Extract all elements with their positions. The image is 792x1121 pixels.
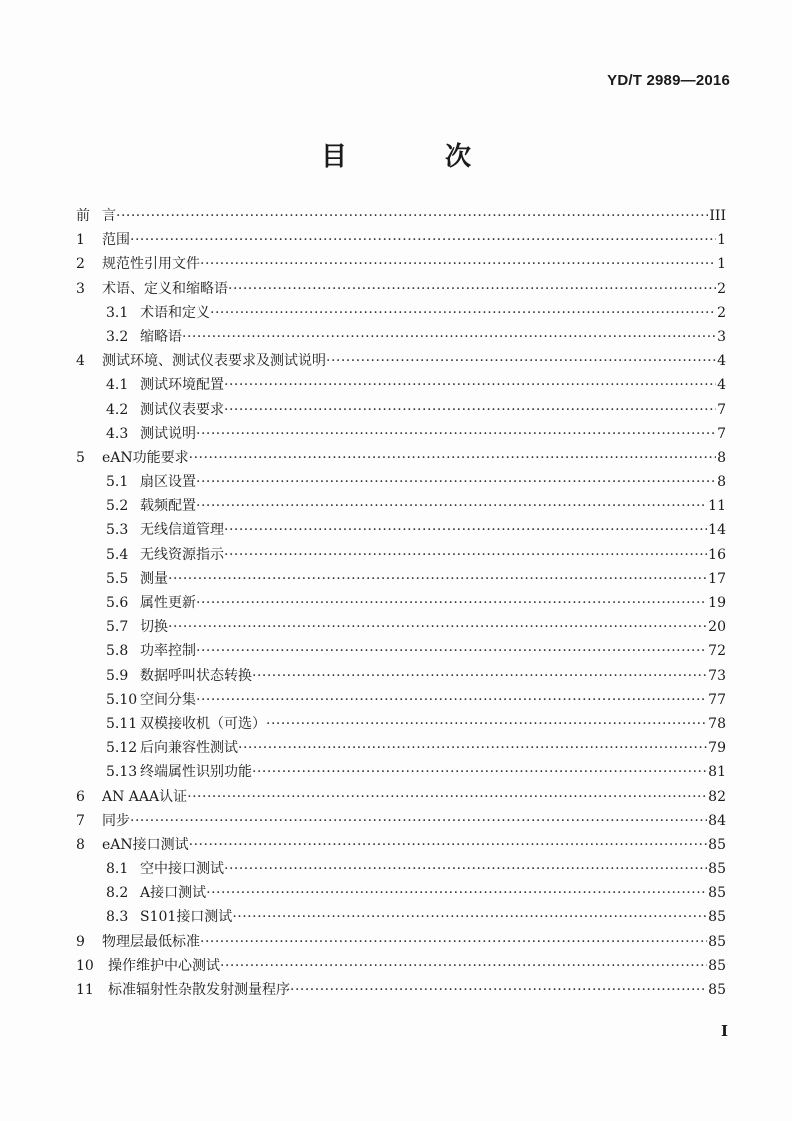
toc-entry-title: 操作维护中心测试	[108, 957, 220, 974]
toc-entry-page: 81	[708, 764, 726, 781]
toc-entry-title: 术语、定义和缩略语	[102, 280, 228, 297]
toc-entry-number: 3.2	[106, 328, 129, 345]
toc-entry-page: 8	[717, 449, 726, 466]
dot-leader	[200, 930, 707, 954]
dot-leader	[224, 373, 716, 397]
toc-entry-number: 5.13	[106, 764, 138, 781]
toc-entry-title: 载频配置	[140, 498, 196, 515]
dot-leader	[210, 301, 716, 325]
toc-entry-page: 85	[708, 836, 726, 853]
table-of-contents	[76, 204, 726, 1002]
toc-entry-title: 后向兼容性测试	[140, 740, 238, 757]
dot-leader	[326, 349, 716, 373]
toc-entry[interactable]	[76, 639, 726, 663]
toc-entry-page: 4	[717, 353, 726, 370]
dot-leader	[220, 954, 707, 978]
dot-leader	[196, 470, 716, 494]
toc-entry[interactable]	[76, 905, 726, 929]
toc-entry[interactable]	[76, 301, 726, 325]
toc-entry-title: 属性更新	[140, 595, 196, 611]
toc-entry-number: 8.3	[106, 909, 129, 926]
toc-entry[interactable]	[76, 518, 726, 542]
toc-entry-number: 5.11	[106, 715, 138, 732]
toc-entry-page: 19	[708, 595, 726, 611]
dot-leader	[206, 881, 707, 905]
toc-entry-page: 7	[717, 401, 726, 418]
toc-entry-title: S101接口测试	[140, 909, 233, 926]
toc-entry-title: 测量	[140, 570, 168, 587]
toc-entry-number: 8.1	[106, 861, 129, 878]
toc-entry[interactable]	[76, 881, 726, 905]
toc-entry-page: 73	[708, 667, 726, 684]
dot-leader	[196, 688, 707, 712]
toc-entry-page: 1	[717, 232, 726, 249]
dot-leader	[187, 785, 707, 809]
toc-entry[interactable]	[76, 615, 726, 639]
toc-entry-title: eAN功能要求	[102, 449, 189, 466]
toc-entry-page: 4	[717, 377, 726, 394]
toc-entry[interactable]	[76, 494, 726, 518]
toc-entry[interactable]	[76, 373, 726, 397]
document-code: YD/T 2989—2016	[607, 72, 730, 89]
dot-leader	[224, 857, 707, 881]
dot-leader	[196, 494, 707, 518]
toc-entry-number: 3.1	[106, 304, 129, 321]
toc-entry[interactable]	[76, 567, 726, 591]
toc-entry-title: 测试说明	[140, 425, 196, 442]
toc-entry-page: 1	[717, 256, 726, 273]
toc-title: 目 次	[320, 142, 507, 172]
toc-entry[interactable]	[76, 543, 726, 567]
toc-entry[interactable]	[76, 204, 726, 228]
toc-entry-number: 9	[76, 933, 85, 950]
toc-entry-title: 规范性引用文件	[102, 256, 200, 273]
dot-leader	[130, 228, 716, 252]
toc-entry-page: 85	[708, 933, 726, 950]
toc-entry[interactable]	[76, 325, 726, 349]
toc-entry-number: 5.8	[106, 643, 129, 660]
toc-entry-page: 8	[717, 474, 726, 491]
toc-entry-number: 5.9	[106, 667, 129, 684]
dot-leader	[252, 664, 707, 688]
toc-entry[interactable]	[76, 736, 726, 760]
dot-leader	[168, 567, 707, 591]
toc-entry-page: 7	[717, 425, 726, 442]
dot-leader	[182, 325, 716, 349]
dot-leader	[290, 978, 707, 1002]
toc-entry-number: 8.2	[106, 885, 129, 902]
toc-entry-page: 11	[708, 498, 726, 515]
dot-leader	[189, 833, 708, 857]
dot-leader	[130, 809, 707, 833]
toc-entry[interactable]	[76, 833, 726, 857]
toc-entry-title: 测试仪表要求	[140, 401, 224, 418]
toc-entry-title: 术语和定义	[140, 304, 210, 321]
toc-entry-page: 72	[708, 643, 726, 660]
dot-leader	[224, 518, 707, 542]
page-number: I	[720, 1022, 728, 1040]
toc-entry-page: 78	[708, 715, 726, 732]
dot-leader	[232, 905, 707, 929]
toc-entry-page: 79	[708, 740, 726, 757]
toc-entry-title: 范围	[102, 232, 130, 249]
toc-entry[interactable]	[76, 228, 726, 252]
toc-entry-number: 11	[76, 982, 94, 998]
toc-entry-number: 4	[76, 353, 85, 370]
toc-entry-number: 3	[76, 280, 85, 297]
toc-entry[interactable]	[76, 470, 726, 494]
toc-entry[interactable]	[76, 252, 726, 276]
toc-entry-page: 2	[717, 280, 726, 297]
toc-entry-number: 4.3	[106, 425, 129, 442]
toc-entry-title: AN AAA认证	[102, 788, 188, 805]
toc-entry-number: 4.2	[106, 401, 129, 418]
toc-entry[interactable]	[76, 422, 726, 446]
toc-entry-page: 85	[708, 957, 726, 974]
toc-entry[interactable]	[76, 398, 726, 422]
dot-leader	[196, 422, 716, 446]
dot-leader	[224, 398, 716, 422]
toc-entry-page: 77	[708, 691, 726, 708]
dot-leader	[224, 543, 707, 567]
toc-entry-title: 缩略语	[140, 328, 182, 345]
toc-entry-number: 7	[76, 812, 85, 829]
toc-entry[interactable]	[76, 978, 726, 1002]
toc-entry-number: 5	[76, 449, 85, 466]
toc-entry-page: 17	[708, 570, 726, 587]
dot-leader	[189, 446, 716, 470]
toc-entry-number: 5.4	[106, 546, 129, 563]
toc-entry-number: 5.7	[106, 619, 129, 636]
toc-entry[interactable]	[76, 857, 726, 881]
toc-entry-title: A接口测试	[140, 885, 207, 902]
toc-entry[interactable]	[76, 446, 726, 470]
toc-entry-title: 扇区设置	[140, 474, 196, 491]
toc-entry[interactable]	[76, 785, 726, 809]
dot-leader	[266, 712, 707, 736]
toc-entry-number: 5.12	[106, 740, 138, 757]
toc-entry-number: 5.3	[106, 522, 129, 539]
toc-entry-page: 82	[708, 788, 726, 805]
toc-entry[interactable]	[76, 809, 726, 833]
toc-entry-number: 2	[76, 256, 85, 273]
toc-entry-number: 5.5	[106, 570, 129, 587]
toc-entry-number: 5.2	[106, 498, 129, 515]
toc-entry-number: 5.10	[106, 691, 138, 708]
toc-entry-number: 5.1	[106, 474, 129, 491]
toc-entry[interactable]	[76, 712, 726, 736]
dot-leader	[228, 277, 716, 301]
toc-entry-title: 言	[102, 208, 116, 224]
toc-entry-title: 空中接口测试	[140, 861, 224, 878]
toc-entry[interactable]	[76, 760, 726, 784]
toc-entry-page: 85	[708, 909, 726, 926]
toc-entry-number: 前	[76, 208, 90, 224]
toc-entry-title: 终端属性识别功能	[140, 764, 252, 781]
dot-leader	[238, 736, 707, 760]
toc-entry-title: 切换	[140, 619, 168, 636]
toc-entry-title: 标准辐射性杂散发射测量程序	[108, 982, 290, 998]
toc-entry-title: 物理层最低标准	[102, 933, 200, 950]
dot-leader	[200, 252, 716, 276]
toc-entry-title: 同步	[102, 812, 130, 829]
toc-entry-page: 3	[717, 328, 726, 345]
toc-entry-title: eAN接口测试	[102, 836, 189, 853]
toc-entry[interactable]	[76, 664, 726, 688]
toc-entry-title: 测试环境、测试仪表要求及测试说明	[102, 353, 326, 370]
toc-entry-page: 84	[708, 812, 726, 829]
toc-entry[interactable]	[76, 591, 726, 615]
toc-entry[interactable]	[76, 688, 726, 712]
dot-leader	[196, 591, 707, 615]
toc-entry-page: III	[709, 208, 726, 224]
toc-entry-title: 测试环境配置	[140, 377, 224, 394]
dot-leader	[168, 615, 707, 639]
toc-entry-page: 14	[708, 522, 726, 539]
toc-entry-page: 2	[717, 304, 726, 321]
toc-entry-number: 4.1	[106, 377, 129, 394]
toc-entry-title: 功率控制	[140, 643, 196, 660]
toc-entry-number: 1	[76, 232, 85, 249]
toc-entry-page: 20	[708, 619, 726, 636]
toc-entry-title: 无线资源指示	[140, 546, 224, 563]
toc-entry[interactable]	[76, 349, 726, 373]
toc-entry-page: 85	[708, 885, 726, 902]
toc-entry-number: 8	[76, 836, 85, 853]
toc-entry-page: 16	[708, 546, 726, 563]
toc-entry[interactable]	[76, 954, 726, 978]
toc-entry-title: 数据呼叫状态转换	[140, 667, 252, 684]
toc-entry-number: 6	[76, 788, 85, 805]
toc-entry-title: 双模接收机（可选）	[140, 715, 266, 732]
toc-entry-title: 空间分集	[140, 691, 196, 708]
toc-entry-number: 5.6	[106, 595, 129, 611]
toc-entry-number: 10	[76, 957, 94, 974]
toc-entry[interactable]	[76, 930, 726, 954]
toc-entry-title: 无线信道管理	[140, 522, 224, 539]
toc-entry[interactable]	[76, 277, 726, 301]
dot-leader	[196, 639, 707, 663]
toc-entry-page: 85	[708, 861, 726, 878]
dot-leader	[116, 204, 708, 228]
dot-leader	[252, 760, 707, 784]
toc-entry-page: 85	[708, 982, 726, 998]
